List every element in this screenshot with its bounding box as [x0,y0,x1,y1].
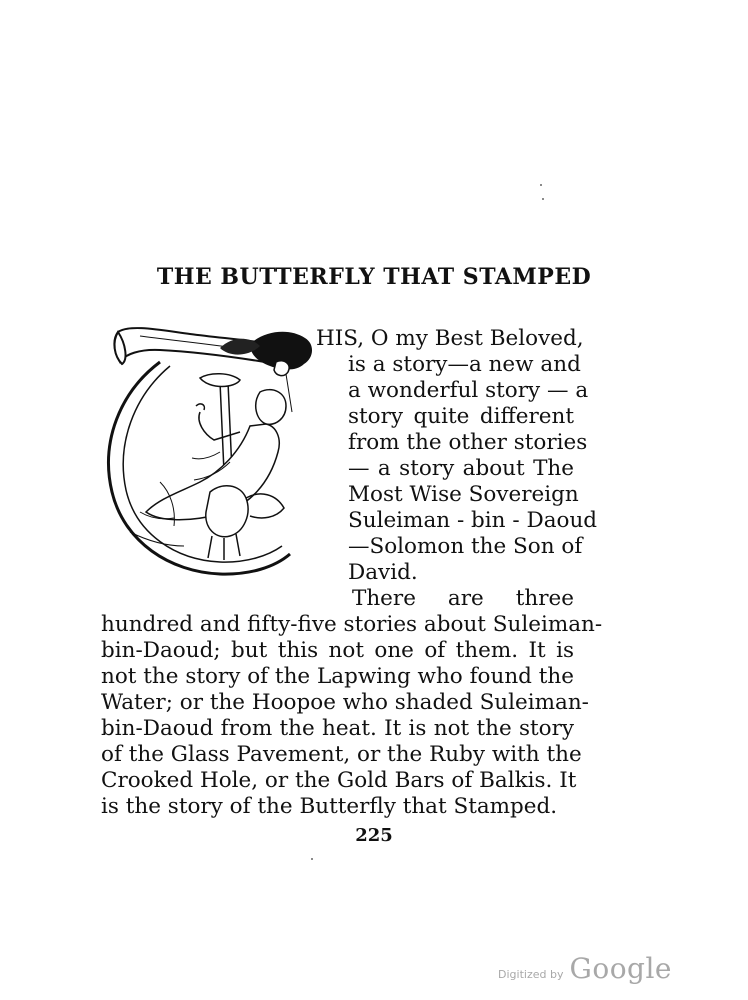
paragraph-line: story quite different [348,404,574,429]
paragraph-line: is the story of the Butterfly that Stamped. [101,794,558,819]
page-number: 225 [355,825,393,846]
paragraph-line-indent: There are three [352,586,574,611]
speck [540,184,542,186]
paragraph-line: hundred and fifty-five stories about Suleiman- [101,612,603,637]
chapter-title: THE BUTTERFLY THAT STAMPED [156,264,592,290]
watermark-brand: Google [569,952,672,985]
paragraph-line: bin-Daoud from the heat. It is not the story [101,716,574,741]
digitized-watermark [498,952,672,985]
paragraph-line: from the other stories [348,430,588,455]
paragraph-line: of the Glass Pavement, or the Ruby with the [101,742,582,767]
paragraph-line-first: HIS, O my Best Beloved, [316,326,584,351]
paragraph-line: not the story of the Lapwing who found the [101,664,574,689]
paragraph-line: Crooked Hole, or the Gold Bars of Balkis. It [101,768,577,793]
paragraph-line: bin-Daoud; but this not one of them. It is [101,638,574,663]
paragraph-line: Water; or the Hoopoe who shaded Suleiman- [101,690,589,715]
watermark-prefix: Digitized by [498,968,564,981]
speck [311,858,313,860]
paragraph-line: Most Wise Sovereign [348,482,579,507]
paragraph-line: is a story—a new and [348,352,581,377]
drop-cap-t-illustration-icon [100,322,318,584]
paragraph-line: —Solomon the Son of [348,534,583,559]
speck [542,198,544,200]
paragraph-line: a wonderful story — a [348,378,589,403]
paragraph-line: David. [348,560,418,585]
paragraph-line: — a story about The [348,456,574,481]
drop-cap-illustration [100,322,318,584]
paragraph-line: Suleiman - bin - Daoud [348,508,598,533]
